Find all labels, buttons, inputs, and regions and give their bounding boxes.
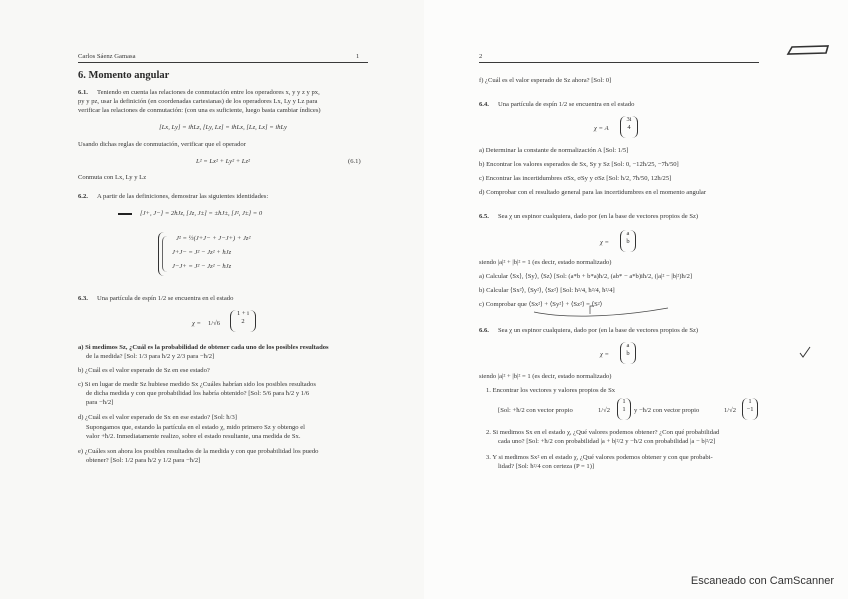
question-line: cada uno? [Sol: +ħ/2 con probabilidad |a + b|²/2 y −ħ/2 con probabilidad |a − b|²/2]	[498, 438, 716, 445]
author-header: Carlos Sáenz Gamasa	[78, 53, 136, 60]
question-line: lidad? [Sol: ħ²/4 con certeza (P = 1)]	[498, 463, 595, 470]
state-vector	[620, 230, 636, 252]
vector-component: 1	[748, 398, 752, 405]
header-rule	[78, 62, 368, 63]
question-line: 3. Y si medimos Sx² en el estado χ, ¿Qué valores podemos obtener y con que probabi-	[486, 454, 713, 461]
question-line: c) Si en lugar de medir Sz hubiese medido Sx ¿Cuáles habrían sido los posibles resultados	[78, 381, 316, 388]
fraction: 1/√6	[208, 320, 221, 327]
problem-text: Una partícula de espín 1/2 se encuentra en el estado	[498, 101, 635, 108]
identity: J² = ½(J+J− + J−J+) + Jz²	[176, 235, 251, 242]
question-line: e) ¿Cuáles son ahora los posibles resultados de la medida y con que probabilidad los puedo	[78, 448, 319, 455]
question-line: b) Calcular ⟨Sx²⟩, ⟨Sy²⟩, ⟨Sz²⟩ [Sol: ħ²/4, ħ²/4, ħ²/4]	[479, 287, 615, 294]
equation: [Lx, Ly] = iħLz, [Ly, Lz] = iħLx, [Lz, Lx] = iħLy	[159, 124, 287, 131]
vector-component: 1	[622, 398, 626, 405]
problem-text: Usando dichas reglas de conmutación, verificar que el operador	[78, 141, 246, 148]
hand-brace	[162, 236, 167, 272]
header-rule	[479, 62, 759, 63]
question-line: f) ¿Cuál es el valor esperado de Sz ahora? [Sol: 0]	[479, 77, 612, 84]
problem-label: 6.3.	[78, 295, 88, 302]
handwritten-underline	[532, 296, 672, 320]
chi-symbol: χ =	[192, 320, 201, 327]
question-line: a) Calcular ⟨Sx⟩, ⟨Sy⟩, ⟨Sz⟩ [Sol: (a*b + b*a)ħ/2, (ab* − a*b)iħ/2, (|a|² − |b|²)ħ/2]	[479, 273, 693, 280]
checkmark-icon	[798, 346, 812, 360]
question-line: a) Determinar la constante de normalización A [Sol: 1/5]	[479, 147, 629, 154]
identity: J−J+ = J² − Jz² − ħJz	[172, 263, 232, 270]
solution-text: y −ħ/2 con vector propio	[634, 407, 700, 414]
vector-component: a	[626, 342, 630, 349]
question-line: para −ħ/2]	[86, 399, 114, 406]
section-title: 6. Momento angular	[78, 70, 170, 81]
right-page	[424, 0, 848, 599]
vector-component: 1	[622, 406, 626, 413]
solution-text: [Sol: +ħ/2 con vector propio	[498, 407, 573, 414]
problem-text: Teniendo en cuenta las relaciones de conmutación entre los operadores x, y y z y px,	[97, 89, 320, 96]
question-line: b) ¿Cuál es el valor esperado de Sz en ese estado?	[78, 367, 210, 374]
question-line: c) Encontrar las incertidumbres σSx, σSy y σSz [Sol: ħ/2, 7ħ/50, 12ħ/25]	[479, 175, 672, 182]
equation: [J+, J−] = 2ħJz, [Jz, J±] = ±ħJ±, [J², J±] = 0	[140, 210, 263, 217]
question-line: d) Comprobar con el resultado general para las incertidumbres en el momento angular	[479, 189, 707, 196]
problem-text: verificar las relaciones de conmutación: (con una es suficiente, luego basta cambiar índices)	[78, 107, 321, 114]
vector-component: 2	[241, 318, 245, 325]
problem-label: 6.4.	[479, 101, 489, 108]
vector-component: 1 + i	[237, 310, 249, 317]
question-line: a) Si medimos Sz, ¿Cuál es la probabilidad de obtener cada uno de los posibles resultados	[78, 344, 329, 351]
fraction: 1/√2	[598, 407, 611, 414]
problem-label: 6.6.	[479, 327, 489, 334]
scanner-fold-mark	[786, 44, 830, 58]
page-number: 1	[356, 53, 360, 60]
problem-label: 6.5.	[479, 213, 489, 220]
vector-component: −1	[746, 406, 754, 413]
chi-symbol: χ = A	[594, 125, 609, 132]
eigenvector	[742, 398, 758, 420]
problem-text: siendo |a|² + |b|² = 1 (es decir, estado normalizado)	[479, 373, 612, 380]
state-vector	[230, 310, 256, 332]
problem-label: 6.1.	[78, 89, 88, 96]
problem-text: Sea χ un espinor cualquiera, dado por (en la base de vectores propios de Sz)	[498, 213, 699, 220]
page-number: 2	[479, 53, 483, 60]
fraction: 1/√2	[724, 407, 737, 414]
problem-text: siendo |a|² + |b|² = 1 (es decir, estado normalizado)	[479, 259, 612, 266]
vector-component: a	[626, 230, 630, 237]
problem-text: Sea χ un espinor cualquiera, dado por (en la base de vectores propios de Sz)	[498, 327, 699, 334]
eigenvector	[617, 398, 631, 420]
identity: J+J− = J² − Jz² + ħJz	[172, 249, 232, 256]
problem-label: 6.2.	[78, 193, 88, 200]
vector-component: 4	[627, 124, 631, 131]
scanner-watermark: Escaneado con CamScanner	[690, 575, 834, 587]
question-line: b) Encontrar los valores esperados de Sx, Sy y Sz [Sol: 0, −12ħ/25, −7ħ/50]	[479, 161, 679, 168]
question-line: Supongamos que, estando la partícula en el estado χ, mido primero Sz y obtengo el	[86, 424, 306, 431]
problem-text: Conmuta con Lx, Ly y Lz	[78, 174, 147, 181]
equation: L² = Lx² + Ly² + Lz²	[195, 158, 251, 165]
question-line: 1. Encontrar los vectores y valores propios de Sx	[486, 387, 616, 394]
vector-component: b	[626, 238, 630, 245]
state-vector	[620, 116, 638, 138]
question-line: obtener? [Sol: 1/2 para ħ/2 y 1/2 para −ħ/2]	[86, 457, 201, 464]
chi-symbol: χ =	[600, 351, 609, 358]
question-line: de la medida? [Sol: 1/3 para ħ/2 y 2/3 para −ħ/2]	[86, 353, 215, 360]
problem-text: A partir de las definiciones, demostrar las siguientes identidades:	[97, 193, 269, 200]
state-vector	[620, 342, 636, 364]
vector-component: b	[626, 350, 630, 357]
problem-text: Una partícula de espín 1/2 se encuentra en el estado	[97, 295, 234, 302]
chi-symbol: χ =	[600, 239, 609, 246]
question-line: c) Comprobar que ⟨Sx²⟩ + ⟨Sy²⟩ + ⟨Sz²⟩ = ⟨S²⟩	[479, 301, 603, 308]
vector-component: 3i	[626, 116, 632, 123]
question-line: valor +ħ/2. Inmediatamente realizo, sobre el estado resultante, una medida de Sx.	[86, 433, 301, 440]
question-line: 2. Si medimos Sx en el estado χ, ¿Qué valores podemos obtener? ¿Con qué probabilidad	[486, 429, 720, 436]
equation-number: (6.1)	[348, 158, 361, 165]
hand-mark	[118, 213, 132, 215]
problem-text: py y pz, usar la definición (en coordenadas cartesianas) de los operadores Lx, Ly y Lz para	[78, 98, 318, 105]
question-line: de dicha medida y con que probabilidad los habría obtenido? [Sol: 5/6 para ħ/2 y 1/6	[86, 390, 310, 397]
question-line: d) ¿Cuál es el valor esperado de Sx en ese estado? [Sol: ħ/3]	[78, 414, 237, 421]
